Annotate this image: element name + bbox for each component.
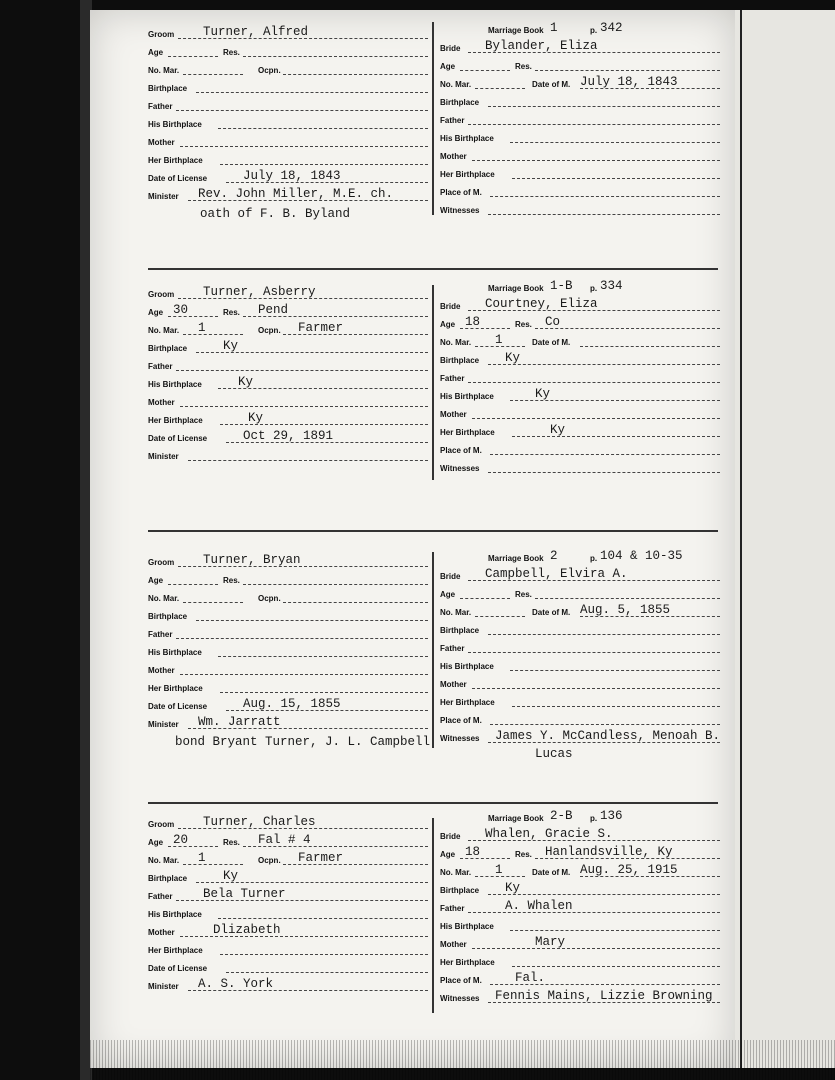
fill-line bbox=[283, 74, 428, 75]
groom-birthplace: Ky bbox=[223, 339, 239, 353]
bride-age-label: Age bbox=[440, 62, 456, 71]
record-separator bbox=[148, 268, 718, 270]
bride-her-birthplace-label: Her Birthplace bbox=[440, 958, 495, 967]
his-birthplace-label: His Birthplace bbox=[148, 380, 202, 389]
bride-birthplace: Ky bbox=[505, 881, 521, 895]
fill-line bbox=[468, 124, 720, 125]
bride-age-label: Age bbox=[440, 850, 456, 859]
bride-name: Campbell, Elvira A. bbox=[485, 567, 628, 581]
place-of-m-label: Place of M. bbox=[440, 446, 482, 455]
marriage-book-number: 2 bbox=[550, 549, 558, 563]
page-label: p. bbox=[590, 284, 598, 293]
fill-line bbox=[220, 954, 428, 955]
bride-label: Bride bbox=[440, 832, 461, 841]
groom-label: Groom bbox=[148, 290, 175, 299]
bride-age: 18 bbox=[465, 315, 481, 329]
groom-label: Groom bbox=[148, 558, 175, 567]
witnesses-label: Witnesses bbox=[440, 206, 480, 215]
page-label: p. bbox=[590, 814, 598, 823]
fill-line bbox=[183, 864, 243, 865]
no-mar-label: No. Mar. bbox=[148, 66, 180, 75]
her-birthplace-label: Her Birthplace bbox=[148, 946, 203, 955]
no-mar-label: No. Mar. bbox=[148, 594, 180, 603]
place-of-m-label: Place of M. bbox=[440, 188, 482, 197]
bride-father-label: Father bbox=[440, 904, 465, 913]
bride-mother-label: Mother bbox=[440, 152, 467, 161]
fill-line bbox=[220, 164, 428, 165]
marriage-book-number: 2-B bbox=[550, 809, 573, 823]
column-divider bbox=[432, 22, 434, 215]
record-separator bbox=[148, 530, 718, 532]
fill-line bbox=[168, 56, 218, 57]
fill-line bbox=[183, 334, 243, 335]
fill-line bbox=[468, 382, 720, 383]
bride-res: Hanlandsville, Ky bbox=[545, 845, 673, 859]
scan-right-margin bbox=[735, 10, 835, 1068]
minister-label: Minister bbox=[148, 192, 179, 201]
license-date: Aug. 15, 1855 bbox=[243, 697, 341, 711]
age-label: Age bbox=[148, 576, 164, 585]
date-of-license-label: Date of License bbox=[148, 702, 208, 711]
mother-label: Mother bbox=[148, 666, 175, 675]
column-divider bbox=[432, 552, 434, 748]
scan-noise-band bbox=[90, 1040, 835, 1080]
father-label: Father bbox=[148, 892, 173, 901]
fill-line bbox=[243, 56, 428, 57]
bride-father-label: Father bbox=[440, 644, 465, 653]
fill-line bbox=[475, 88, 525, 89]
minister-name: Wm. Jarratt bbox=[198, 715, 281, 729]
marriage-book-label: Marriage Book bbox=[488, 814, 544, 823]
her-birthplace-label: Her Birthplace bbox=[148, 156, 203, 165]
fill-line bbox=[218, 656, 428, 657]
fill-line bbox=[472, 688, 720, 689]
bride-age-label: Age bbox=[440, 590, 456, 599]
place-of-m-label: Place of M. bbox=[440, 716, 482, 725]
groom-his-birthplace: Ky bbox=[238, 375, 254, 389]
marriage-book-number: 1-B bbox=[550, 279, 573, 293]
minister-label: Minister bbox=[148, 982, 179, 991]
res-label: Res. bbox=[223, 838, 240, 847]
fill-line bbox=[460, 598, 510, 599]
bride-name: Whalen, Gracie S. bbox=[485, 827, 613, 841]
fill-line bbox=[460, 70, 510, 71]
groom-name: Turner, Charles bbox=[203, 815, 316, 829]
witnesses-label: Witnesses bbox=[440, 994, 480, 1003]
fill-line bbox=[488, 472, 720, 473]
marriage-date: July 18, 1843 bbox=[580, 75, 678, 89]
fill-line bbox=[488, 634, 720, 635]
bride-father-label: Father bbox=[440, 116, 465, 125]
fill-line bbox=[488, 894, 720, 895]
marriage-book-label: Marriage Book bbox=[488, 554, 544, 563]
bride-res-label: Res. bbox=[515, 850, 532, 859]
date-of-license-label: Date of License bbox=[148, 434, 208, 443]
groom-res: Fal # 4 bbox=[258, 833, 311, 847]
bride-no-mar-label: No. Mar. bbox=[440, 338, 472, 347]
fill-line bbox=[218, 128, 428, 129]
column-divider bbox=[432, 285, 434, 480]
bride-label: Bride bbox=[440, 572, 461, 581]
place-of-m: Fal. bbox=[515, 971, 546, 985]
fill-line bbox=[512, 436, 720, 437]
bride-age: 18 bbox=[465, 845, 481, 859]
groom-age: 30 bbox=[173, 303, 189, 317]
fill-line bbox=[180, 146, 428, 147]
no-mar-label: No. Mar. bbox=[148, 326, 180, 335]
record-separator bbox=[148, 802, 718, 804]
fill-line bbox=[512, 178, 720, 179]
fill-line bbox=[176, 638, 428, 639]
fill-line bbox=[468, 652, 720, 653]
bride-birthplace-label: Birthplace bbox=[440, 626, 480, 635]
fill-line bbox=[475, 616, 525, 617]
bride-label: Bride bbox=[440, 44, 461, 53]
fill-line bbox=[512, 966, 720, 967]
fill-line bbox=[472, 160, 720, 161]
witnesses: Fennis Mains, Lizzie Browning bbox=[495, 989, 713, 1003]
bride-mother-label: Mother bbox=[440, 410, 467, 419]
bride-no-mar-label: No. Mar. bbox=[440, 80, 472, 89]
ocpn-label: Ocpn. bbox=[258, 326, 281, 335]
fill-line bbox=[180, 406, 428, 407]
fill-line bbox=[196, 620, 428, 621]
fill-line bbox=[535, 70, 720, 71]
fill-line bbox=[183, 74, 243, 75]
fill-line bbox=[472, 418, 720, 419]
bride-father: A. Whalen bbox=[505, 899, 573, 913]
bride-no-mar: 1 bbox=[495, 333, 503, 347]
fill-line bbox=[283, 602, 428, 603]
bride-res-label: Res. bbox=[515, 320, 532, 329]
fill-line bbox=[472, 948, 720, 949]
fill-line bbox=[488, 364, 720, 365]
witnesses-label: Witnesses bbox=[440, 734, 480, 743]
groom-label: Groom bbox=[148, 820, 175, 829]
mother-label: Mother bbox=[148, 138, 175, 147]
minister-name: A. S. York bbox=[198, 977, 274, 991]
page-label: p. bbox=[590, 26, 598, 35]
father-label: Father bbox=[148, 362, 173, 371]
marriage-book-page: 104 & 10-35 bbox=[600, 549, 683, 563]
date-of-m-label: Date of M. bbox=[532, 338, 571, 347]
birthplace-label: Birthplace bbox=[148, 612, 188, 621]
his-birthplace-label: His Birthplace bbox=[148, 910, 202, 919]
bride-name: Bylander, Eliza bbox=[485, 39, 598, 53]
witnesses: James Y. McCandless, Menoah B. bbox=[495, 729, 721, 743]
bride-birthplace-label: Birthplace bbox=[440, 886, 480, 895]
marriage-book-page: 136 bbox=[600, 809, 623, 823]
age-label: Age bbox=[148, 308, 164, 317]
marriage-book-number: 1 bbox=[550, 21, 558, 35]
mother-label: Mother bbox=[148, 398, 175, 407]
res-label: Res. bbox=[223, 576, 240, 585]
bride-age-label: Age bbox=[440, 320, 456, 329]
bride-her-birthplace-label: Her Birthplace bbox=[440, 698, 495, 707]
groom-label: Groom bbox=[148, 30, 175, 39]
marriage-date: Aug. 25, 1915 bbox=[580, 863, 678, 877]
record-note: oath of F. B. Byland bbox=[200, 207, 351, 221]
no-mar-label: No. Mar. bbox=[148, 856, 180, 865]
his-birthplace-label: His Birthplace bbox=[148, 648, 202, 657]
fill-line bbox=[220, 692, 428, 693]
fill-line bbox=[488, 106, 720, 107]
fill-line bbox=[535, 598, 720, 599]
fill-line bbox=[226, 972, 428, 973]
date-of-license-label: Date of License bbox=[148, 174, 208, 183]
res-label: Res. bbox=[223, 308, 240, 317]
bride-no-mar-label: No. Mar. bbox=[440, 868, 472, 877]
bride-birthplace-label: Birthplace bbox=[440, 98, 480, 107]
bride-res-label: Res. bbox=[515, 590, 532, 599]
fill-line bbox=[168, 584, 218, 585]
fill-line bbox=[488, 214, 720, 215]
bride-name: Courtney, Eliza bbox=[485, 297, 598, 311]
fill-line bbox=[490, 454, 720, 455]
marriage-book-label: Marriage Book bbox=[488, 284, 544, 293]
groom-no-mar: 1 bbox=[198, 321, 206, 335]
groom-name: Turner, Asberry bbox=[203, 285, 316, 299]
date-of-m-label: Date of M. bbox=[532, 868, 571, 877]
groom-birthplace: Ky bbox=[223, 869, 239, 883]
bride-no-mar: 1 bbox=[495, 863, 503, 877]
fill-line bbox=[510, 670, 720, 671]
groom-her-birthplace: Ky bbox=[248, 411, 264, 425]
license-date: Oct 29, 1891 bbox=[243, 429, 334, 443]
minister-label: Minister bbox=[148, 452, 179, 461]
ocpn-label: Ocpn. bbox=[258, 66, 281, 75]
bride-his-birthplace-label: His Birthplace bbox=[440, 392, 494, 401]
bride-his-birthplace-label: His Birthplace bbox=[440, 922, 494, 931]
fill-line bbox=[490, 196, 720, 197]
date-of-m-label: Date of M. bbox=[532, 80, 571, 89]
fill-line bbox=[580, 346, 720, 347]
groom-name: Turner, Bryan bbox=[203, 553, 301, 567]
groom-name: Turner, Alfred bbox=[203, 25, 309, 39]
marriage-book-page: 334 bbox=[600, 279, 623, 293]
bride-her-birthplace-label: Her Birthplace bbox=[440, 170, 495, 179]
groom-ocpn: Farmer bbox=[298, 321, 344, 335]
marriage-book-label: Marriage Book bbox=[488, 26, 544, 35]
age-label: Age bbox=[148, 48, 164, 57]
bride-his-birthplace: Ky bbox=[535, 387, 551, 401]
date-of-m-label: Date of M. bbox=[532, 608, 571, 617]
his-birthplace-label: His Birthplace bbox=[148, 120, 202, 129]
mother-label: Mother bbox=[148, 928, 175, 937]
bride-mother-label: Mother bbox=[440, 680, 467, 689]
fill-line bbox=[176, 370, 428, 371]
scan-right-border-line bbox=[740, 10, 742, 1068]
minister-name: Rev. John Miller, M.E. ch. bbox=[198, 187, 394, 201]
bride-her-birthplace: Ky bbox=[550, 423, 566, 437]
bride-his-birthplace-label: His Birthplace bbox=[440, 134, 494, 143]
witnesses-label: Witnesses bbox=[440, 464, 480, 473]
marriage-book-page: 342 bbox=[600, 21, 623, 35]
fill-line bbox=[196, 92, 428, 93]
groom-age: 20 bbox=[173, 833, 189, 847]
fill-line bbox=[510, 930, 720, 931]
her-birthplace-label: Her Birthplace bbox=[148, 416, 203, 425]
fill-line bbox=[512, 706, 720, 707]
bride-label: Bride bbox=[440, 302, 461, 311]
bride-father-label: Father bbox=[440, 374, 465, 383]
bride-no-mar-label: No. Mar. bbox=[440, 608, 472, 617]
fill-line bbox=[510, 142, 720, 143]
bride-her-birthplace-label: Her Birthplace bbox=[440, 428, 495, 437]
fill-line bbox=[180, 674, 428, 675]
age-label: Age bbox=[148, 838, 164, 847]
birthplace-label: Birthplace bbox=[148, 874, 188, 883]
groom-res: Pend bbox=[258, 303, 289, 317]
date-of-license-label: Date of License bbox=[148, 964, 208, 973]
groom-mother: Dlizabeth bbox=[213, 923, 281, 937]
fill-line bbox=[243, 584, 428, 585]
her-birthplace-label: Her Birthplace bbox=[148, 684, 203, 693]
bride-mother: Mary bbox=[535, 935, 566, 949]
record-note: bond Bryant Turner, J. L. Campbell bbox=[175, 735, 431, 749]
fill-line bbox=[188, 460, 428, 461]
father-label: Father bbox=[148, 102, 173, 111]
fill-line bbox=[490, 724, 720, 725]
birthplace-label: Birthplace bbox=[148, 344, 188, 353]
bride-his-birthplace-label: His Birthplace bbox=[440, 662, 494, 671]
column-divider bbox=[432, 818, 434, 1013]
groom-ocpn: Farmer bbox=[298, 851, 344, 865]
license-date: July 18, 1843 bbox=[243, 169, 341, 183]
res-label: Res. bbox=[223, 48, 240, 57]
place-of-m-label: Place of M. bbox=[440, 976, 482, 985]
birthplace-label: Birthplace bbox=[148, 84, 188, 93]
ocpn-label: Ocpn. bbox=[258, 594, 281, 603]
ocpn-label: Ocpn. bbox=[258, 856, 281, 865]
bride-res-label: Res. bbox=[515, 62, 532, 71]
bride-birthplace-label: Birthplace bbox=[440, 356, 480, 365]
fill-line bbox=[176, 110, 428, 111]
bride-res: Co bbox=[545, 315, 561, 329]
groom-no-mar: 1 bbox=[198, 851, 206, 865]
fill-line bbox=[183, 602, 243, 603]
minister-label: Minister bbox=[148, 720, 179, 729]
groom-father: Bela Turner bbox=[203, 887, 286, 901]
witnesses-continued: Lucas bbox=[535, 747, 573, 761]
fill-line bbox=[218, 918, 428, 919]
marriage-date: Aug. 5, 1855 bbox=[580, 603, 671, 617]
fill-line bbox=[535, 328, 720, 329]
page-label: p. bbox=[590, 554, 598, 563]
bride-mother-label: Mother bbox=[440, 940, 467, 949]
bride-birthplace: Ky bbox=[505, 351, 521, 365]
father-label: Father bbox=[148, 630, 173, 639]
